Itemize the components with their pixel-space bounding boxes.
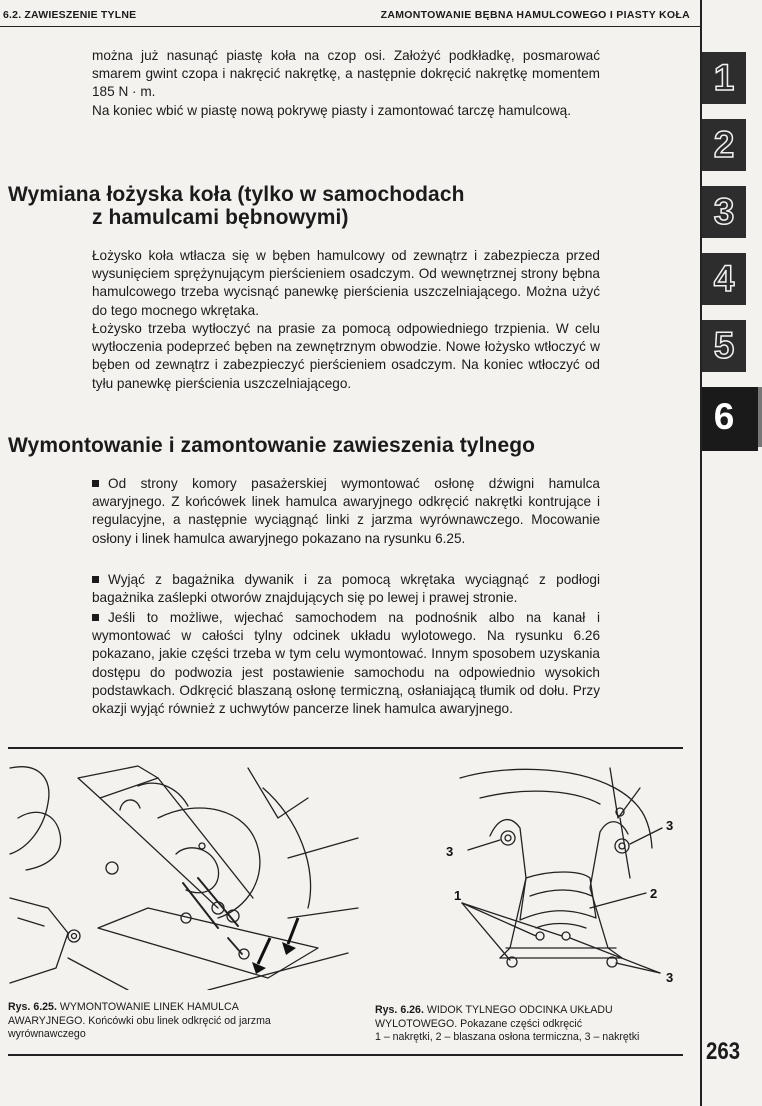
bearing-paragraph: Łożysko koła wtłacza się w bęben hamulcowy od zewnątrz i zabezpiecza przed wysunięciem sprężynującym pierścieniem osadczym. Od wewnętrznej strony bębna hamulcowego trzeba wycisnąć panewkę pierścienia uszczelniającego. Można użyć do tego mocnego wkrętaka. — [92, 248, 600, 318]
chapter-tab-label: 6 — [713, 396, 735, 437]
figure-6-25-caption — [8, 1001, 338, 1042]
chapter-tab-6-active[interactable] — [702, 387, 758, 453]
bullet-text: Wyjąć z bagażnika dywanik i za pomocą wkrętaka wyciągnąć z podłogi bagażnika zaślepki otworów znajdujących się po lewej i prawej stronie. — [92, 572, 600, 606]
bearing-paragraph: Łożysko trzeba wytłoczyć na prasie za pomocą odpowiedniego trzpienia. W celu wytłoczenia podeprzeć bęben na zewnętrznym obwodzie. Nowe łożysko wtłoczyć w bęben od zewnątrz i zabezpieczyć pierścieniem osadczym. Na koniec wtłoczyć od tyłu panewkę pierścienia uszczelniającego. — [92, 321, 600, 391]
page-number: 263 — [706, 1038, 741, 1065]
chapter-tab-label: 1 — [713, 57, 735, 98]
figure-6-26-exhaust-drawing — [440, 758, 690, 990]
caption-number: Rys. 6.25. — [8, 1001, 57, 1013]
running-header — [0, 0, 700, 27]
bullet-text: Jeśli to możliwe, wjechać samochodem na podnośnik albo na kanał i wymontować w całości tylny odcinek układu wylotowego. Na rysunku 6.26 pokazano, jakie części trzeba w tym celu wymontować. Innym sposobem uzyskania dostępu do podwozia jest postawienie samochodu na odpowiednio wysokich podstawkach. Odkręcić blaszaną osłonę termiczną, osłaniającą tłumik od dołu. Przy okazji wyjąć również z uchwytów pancerze linek hamulca awaryjnego. — [92, 610, 600, 717]
chapter-tab-label: 3 — [713, 191, 735, 232]
caption-description: wyrównawczego — [8, 1028, 86, 1040]
caption-title: WYLOTOWEGO. — [375, 1017, 458, 1030]
figure-separator-bottom — [8, 1054, 683, 1056]
bullet-icon — [92, 576, 99, 583]
tab-edge-marker — [758, 387, 762, 447]
caption-title: AWARYJNEGO. — [8, 1014, 86, 1027]
bullet-paragraph — [92, 609, 600, 718]
chapter-tab-1[interactable] — [702, 52, 746, 106]
caption-description: Końcówki obu linek odkręcić od jarzma — [88, 1014, 271, 1027]
caption-title: WIDOK TYLNEGO ODCINKA UKŁADU — [426, 1004, 613, 1016]
figure-6-26-caption — [375, 1004, 695, 1045]
callout-2: 2 — [650, 886, 658, 901]
chapter-tab-5[interactable] — [702, 320, 746, 374]
callout-3-right: 3 — [666, 818, 674, 833]
chapter-tab-2[interactable] — [702, 119, 746, 173]
bullet-paragraph — [92, 475, 600, 548]
chapter-title-header: ZAMONTOWANIE BĘBNA HAMULCOWEGO I PIASTY KOŁA — [380, 9, 690, 21]
intro-paragraph: Na koniec wbić w piastę nową pokrywę piasty i zamontować tarczę hamulcową. — [92, 103, 572, 118]
callout-3-bottom: 3 — [666, 970, 674, 985]
chapter-tab-4[interactable] — [702, 253, 746, 307]
figure-separator-top — [8, 747, 683, 749]
heading-line: Wymiana łożyska koła (tylko w samochodach — [8, 183, 465, 206]
bullet-text: Od strony komory pasażerskiej wymontować osłonę dźwigni hamulca awaryjnego. Z końcówek linek hamulca awaryjnego odkręcić nakrętki kontrujące i regulacyjne, a następnie wyciągnąć linki z jarzma wyrównawczego. Mocowanie osłony i linek hamulca awaryjnego pokazano na rysunku 6.25. — [92, 476, 600, 546]
caption-title: WYMONTOWANIE LINEK HAMULCA — [59, 1001, 239, 1013]
bullet-icon — [92, 480, 99, 487]
callout-3-left: 3 — [446, 844, 454, 859]
section-number-header: 6.2. ZAWIESZENIE TYLNE — [3, 9, 137, 21]
bullet-paragraph — [92, 571, 600, 607]
caption-legend: 1 – nakrętki, 2 – blaszana osłona termiczna, 3 – nakrętki — [375, 1031, 640, 1043]
figure-6-25-handbrake-drawing — [8, 758, 360, 990]
section-heading-bearing — [8, 183, 688, 229]
caption-number: Rys. 6.26. — [375, 1004, 424, 1016]
bullet-icon — [92, 614, 99, 621]
chapter-tab-label: 4 — [713, 258, 735, 299]
section-heading-suspension: Wymontowanie i zamontowanie zawieszenia tylnego — [8, 434, 536, 457]
callout-1: 1 — [454, 888, 462, 903]
chapter-tab-label: 2 — [713, 124, 735, 165]
intro-paragraph: można już nasunąć piastę koła na czop osi. Założyć podkładkę, posmarować smarem gwint czopa i nakręcić nakrętkę, a następnie dokręcić nakrętkę momentem 185 N · m. — [92, 48, 600, 100]
heading-line: z hamulcami bębnowymi) — [92, 206, 349, 229]
chapter-tab-label: 5 — [713, 325, 735, 366]
caption-description: Pokazane części odkręcić — [460, 1017, 583, 1030]
chapter-tab-3[interactable] — [702, 186, 746, 240]
